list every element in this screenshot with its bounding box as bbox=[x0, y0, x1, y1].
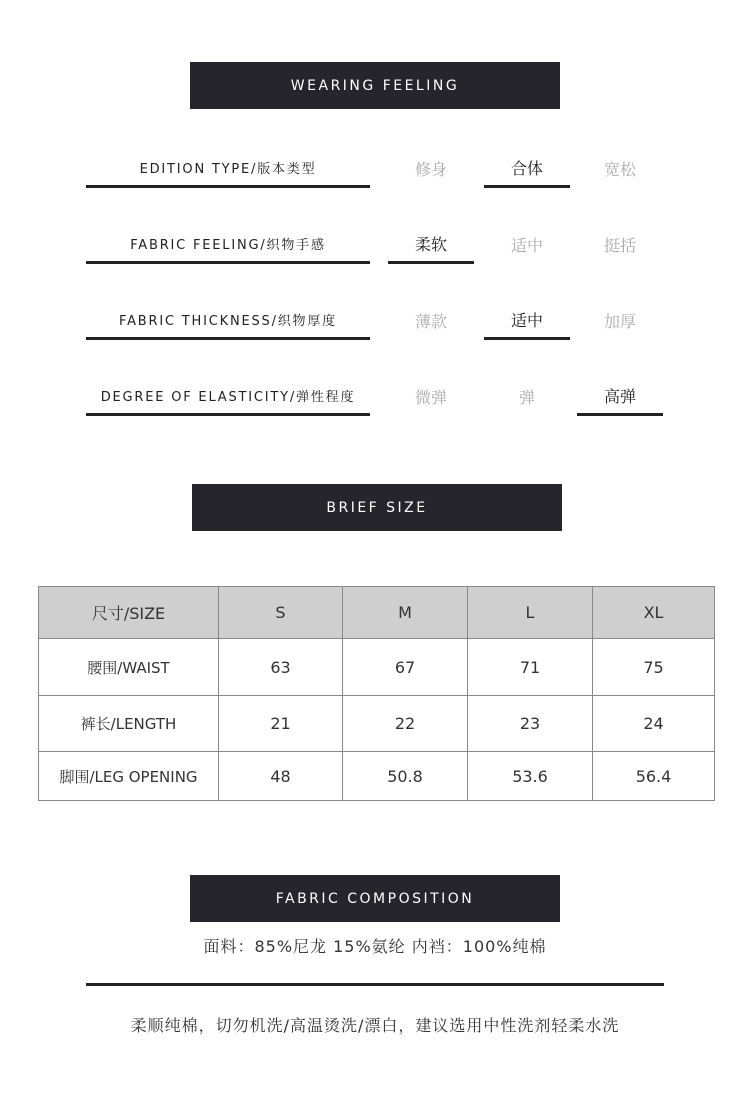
table-row bbox=[39, 696, 715, 752]
feeling-option-selected: 柔软 bbox=[388, 225, 474, 264]
divider bbox=[86, 983, 664, 986]
feeling-option-selected: 适中 bbox=[484, 301, 570, 340]
table-row bbox=[39, 752, 715, 801]
feeling-label: EDITION TYPE/版本类型 bbox=[86, 149, 370, 188]
feeling-option: 宽松 bbox=[603, 160, 636, 179]
table-cell: 75 bbox=[593, 639, 715, 696]
table-cell: 24 bbox=[593, 696, 715, 752]
feeling-option-selected: 高弹 bbox=[577, 377, 663, 416]
table-cell: 21 bbox=[219, 696, 343, 752]
feeling-option-selected: 合体 bbox=[484, 149, 570, 188]
row-label-cell: 脚围/LEG OPENING bbox=[39, 752, 219, 801]
feeling-label: FABRIC THICKNESS/织物厚度 bbox=[86, 301, 370, 340]
size-header-cell: XL bbox=[593, 587, 715, 639]
feeling-option: 微弹 bbox=[414, 388, 447, 407]
feeling-label: FABRIC FEELING/织物手感 bbox=[86, 225, 370, 264]
size-table-header-row bbox=[39, 587, 715, 639]
feeling-label: DEGREE OF ELASTICITY/弹性程度 bbox=[86, 377, 370, 416]
row-label-cell: 裤长/LENGTH bbox=[39, 696, 219, 752]
size-header-cell: S bbox=[219, 587, 343, 639]
table-cell: 56.4 bbox=[593, 752, 715, 801]
table-cell: 23 bbox=[468, 696, 593, 752]
table-cell: 71 bbox=[468, 639, 593, 696]
table-cell: 63 bbox=[219, 639, 343, 696]
feeling-row-fabric-feeling bbox=[0, 225, 750, 265]
feeling-option: 薄款 bbox=[414, 312, 447, 331]
table-cell: 67 bbox=[343, 639, 468, 696]
feeling-row-elasticity bbox=[0, 377, 750, 417]
size-header-cell: 尺寸/SIZE bbox=[39, 587, 219, 639]
brief-size-banner: BRIEF SIZE bbox=[192, 484, 562, 531]
composition-text: 面料：85%尼龙 15%氨纶 内裆：100%纯棉 bbox=[203, 937, 547, 956]
size-table bbox=[38, 586, 715, 801]
size-header-cell: M bbox=[343, 587, 468, 639]
table-cell: 48 bbox=[219, 752, 343, 801]
wearing-feeling-banner: WEARING FEELING bbox=[190, 62, 560, 109]
fabric-composition-banner: FABRIC COMPOSITION bbox=[190, 875, 560, 922]
feeling-option: 弹 bbox=[518, 388, 535, 407]
feeling-option: 加厚 bbox=[603, 312, 636, 331]
feeling-option: 适中 bbox=[510, 236, 543, 255]
size-header-cell: L bbox=[468, 587, 593, 639]
feeling-row-fabric-thickness bbox=[0, 301, 750, 341]
table-cell: 50.8 bbox=[343, 752, 468, 801]
feeling-option: 修身 bbox=[414, 160, 447, 179]
feeling-row-edition-type bbox=[0, 149, 750, 189]
table-cell: 53.6 bbox=[468, 752, 593, 801]
table-row bbox=[39, 639, 715, 696]
row-label-cell: 腰围/WAIST bbox=[39, 639, 219, 696]
table-cell: 22 bbox=[343, 696, 468, 752]
care-instructions: 柔顺纯棉，切勿机洗/高温烫洗/漂白，建议选用中性洗剂轻柔水洗 bbox=[130, 1016, 620, 1035]
feeling-option: 挺括 bbox=[603, 236, 636, 255]
